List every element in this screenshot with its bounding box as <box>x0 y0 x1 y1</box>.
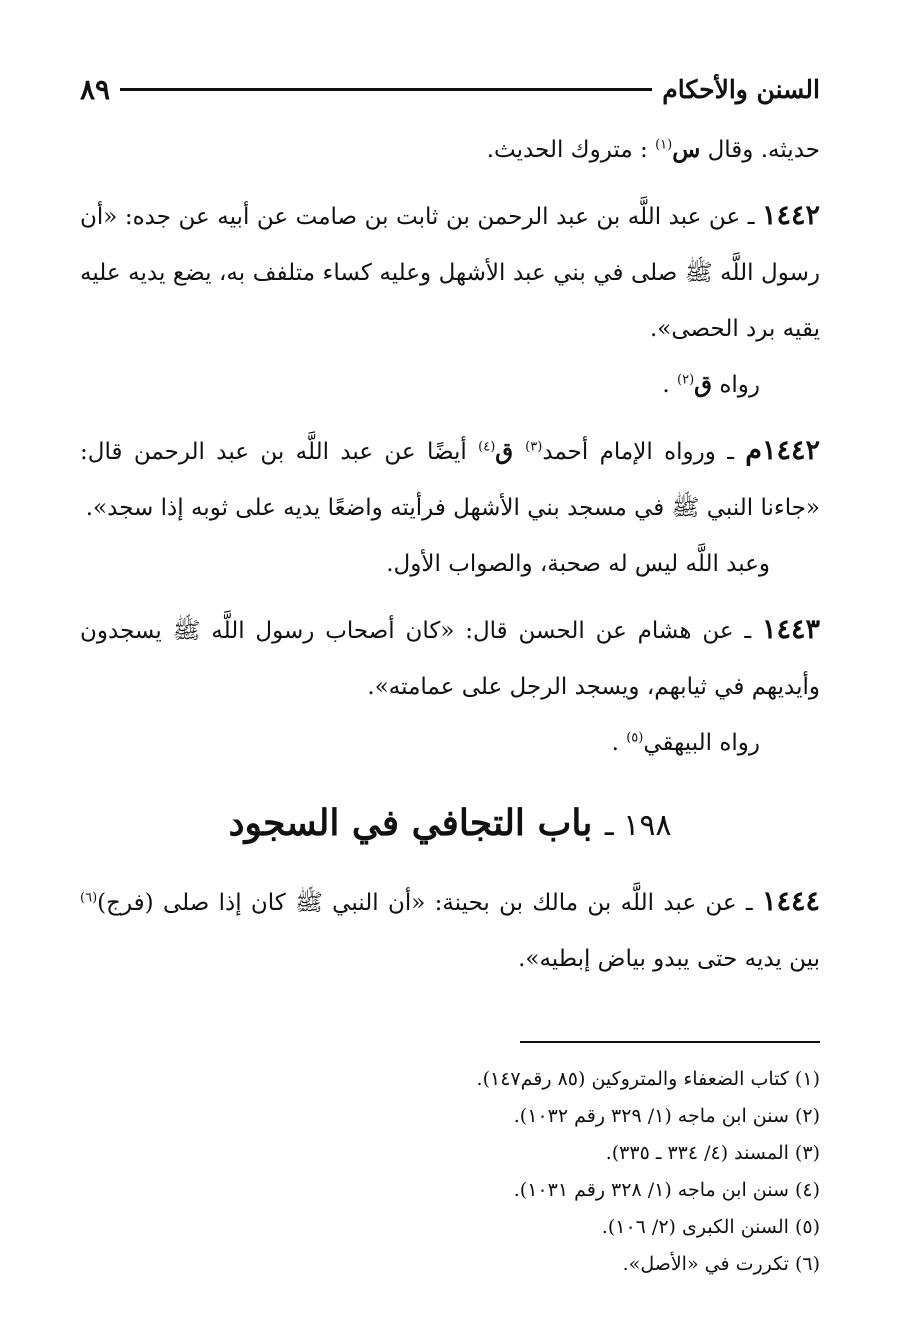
chapter-number: ١٩٨ ـ <box>604 808 672 843</box>
chapter-title: باب التجافي في السجود <box>228 802 605 844</box>
hadith-number: ١٤٤٢ <box>761 200 820 231</box>
commentary: وعبد اللَّه ليس له صحبة، والصواب الأول. <box>386 551 770 577</box>
running-header <box>80 70 820 108</box>
footnote-ref-2: (٢) <box>677 372 695 388</box>
chapter-heading <box>80 793 820 856</box>
hadith-1442-source: رواه ق$^{(٢)}$ . <box>662 371 760 398</box>
footnote-ref-3: (٣) <box>525 439 543 455</box>
hadith-1443: ١٤٤٣ ـ عن هشام عن الحسن قال: «كان أصحاب رسول اللَّه ﷺ يسجدون وأيديهم في ثيابهم، ويسجد الرجل على عمامته». <box>80 614 820 700</box>
footnote-divider <box>520 1041 820 1043</box>
footnote: (٥) السنن الكبرى (٢/ ١٠٦). <box>601 1216 820 1238</box>
footnote: (٦) تكررت في «الأصل». <box>622 1253 820 1275</box>
footnote: (٤) سنن ابن ماجه (١/ ٣٢٨ رقم ١٠٣١). <box>513 1179 820 1201</box>
page-number: ٨٩ <box>80 72 111 106</box>
footnote: (١) كتاب الضعفاء والمتروكين (٨٥ رقم١٤٧). <box>476 1068 820 1090</box>
hadith-number: ١٤٤٣ <box>761 614 820 645</box>
paragraph-continuation: حديثه. وقال س$^{(١)}$ : متروك الحديث. <box>486 136 820 163</box>
hadith-1442m: ١٤٤٢م ـ ورواه الإمام أحمد$^{(٣)}$ ق$^{(٤)}$ أيضًا عن عبد اللَّه بن عبد الرحمن قال: «جاءنا النبي ﷺ في مسجد بني الأشهل فرأيته واضعًا يديه على ثوبه إذا سجد». <box>80 435 821 521</box>
footnote-ref-6: (٦) <box>80 890 98 906</box>
header-rule <box>120 88 652 91</box>
hadith-1444: ١٤٤٤ ـ عن عبد اللَّه بن مالك بن بحينة: «أن النبي ﷺ كان إذا صلى (فرج)$^{(٦)}$ بين يديه حتى يبدو بياض إبطيه». <box>80 886 820 972</box>
hadith-number: ١٤٤٢م <box>745 435 821 466</box>
footnotes <box>80 1061 820 1283</box>
footnote: (٣) المسند (٤/ ٣٣٤ ـ ٣٣٥). <box>605 1142 820 1164</box>
running-title: السنن والأحكام <box>662 74 820 104</box>
footnote-ref-1: (١) <box>655 137 673 153</box>
hadith-number: ١٤٤٤ <box>761 886 820 917</box>
footnote: (٢) سنن ابن ماجه (١/ ٣٢٩ رقم ١٠٣٢). <box>513 1105 820 1127</box>
footnote-ref-5: (٥) <box>626 730 644 746</box>
footnote-ref-4: (٤) <box>478 439 496 455</box>
hadith-1442: ١٤٤٢ ـ عن عبد اللَّه بن عبد الرحمن بن ثابت بن صامت عن أبيه عن جده: «أن رسول اللَّه ﷺ صلى في بني عبد الأشهل وعليه كساء متلفف به، يضع يديه عليه يقيه برد الحصى». <box>80 200 820 342</box>
hadith-1443-source: رواه البيهقي$^{(٥)}$ . <box>611 730 760 756</box>
